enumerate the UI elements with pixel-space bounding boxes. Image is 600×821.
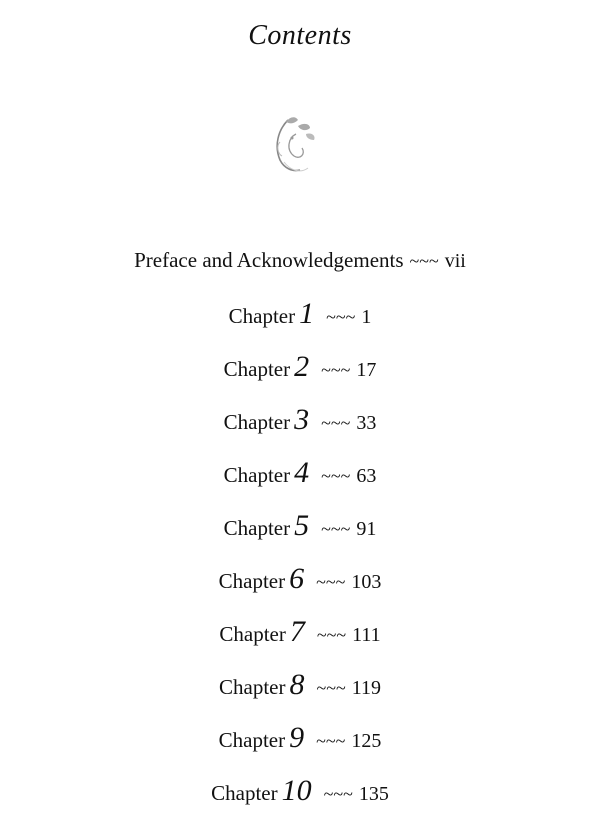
chapter-number: 10 — [281, 774, 312, 807]
toc-entry-preface[interactable] — [0, 248, 600, 273]
toc-separator: ~~~ — [321, 413, 351, 433]
toc-entry-chapter-6[interactable] — [0, 562, 600, 596]
toc-separator: ~~~ — [321, 360, 351, 380]
toc-entry-label: Preface and Acknowledgements — [134, 248, 404, 272]
chapter-label: Chapter — [223, 463, 291, 487]
chapter-label: Chapter — [223, 357, 291, 381]
floral-ornament-icon — [266, 112, 326, 180]
toc-page-number: 103 — [351, 571, 382, 593]
toc-entry-chapter-9[interactable] — [0, 721, 600, 755]
toc-page-number: 17 — [356, 359, 377, 381]
toc-entry-chapter-1[interactable] — [0, 297, 600, 331]
toc-page-number: 33 — [356, 412, 377, 434]
toc-entry-chapter-8[interactable] — [0, 668, 600, 702]
toc-page-number: 91 — [356, 518, 377, 540]
chapter-number: 4 — [294, 456, 310, 489]
chapter-number: 5 — [294, 509, 310, 542]
toc-page-number: 135 — [358, 783, 389, 805]
toc-separator: ~~~ — [316, 625, 347, 645]
toc-entry-chapter-3[interactable] — [0, 403, 600, 437]
toc-separator: ~~~ — [321, 519, 351, 539]
chapter-label: Chapter — [218, 728, 286, 752]
chapter-number: 8 — [289, 668, 305, 701]
chapter-number: 1 — [299, 297, 315, 330]
toc-entry-chapter-10[interactable] — [0, 774, 600, 808]
chapter-label: Chapter — [228, 304, 296, 328]
toc-entry-chapter-4[interactable] — [0, 456, 600, 490]
chapter-label: Chapter — [223, 410, 291, 434]
toc-page-number: 119 — [351, 677, 381, 699]
toc-page-number: 63 — [356, 465, 377, 487]
chapter-number: 7 — [289, 615, 305, 648]
toc-page-number: 111 — [352, 624, 381, 646]
page-title: Contents — [248, 20, 352, 51]
chapter-label: Chapter — [219, 675, 286, 699]
toc-separator: ~~~ — [409, 251, 439, 271]
chapter-label: Chapter — [223, 516, 291, 540]
toc-page-number: 1 — [361, 306, 372, 328]
toc-entry-chapter-2[interactable] — [0, 350, 600, 384]
toc-entry-chapter-7[interactable] — [0, 615, 600, 649]
toc-separator: ~~~ — [326, 307, 356, 327]
toc-separator: ~~~ — [316, 731, 346, 751]
toc-separator: ~~~ — [323, 784, 353, 804]
chapter-label: Chapter — [211, 781, 278, 805]
chapter-label: Chapter — [218, 569, 286, 593]
toc-separator: ~~~ — [316, 572, 346, 592]
toc-entry-chapter-5[interactable] — [0, 509, 600, 543]
toc-page-number: vii — [444, 250, 466, 272]
toc-separator: ~~~ — [316, 678, 346, 698]
chapter-number: 3 — [294, 403, 310, 436]
chapter-number: 6 — [289, 562, 305, 595]
toc-page-number: 125 — [351, 730, 382, 752]
chapter-label: Chapter — [219, 622, 286, 646]
toc-separator: ~~~ — [321, 466, 351, 486]
chapter-number: 2 — [294, 350, 310, 383]
chapter-number: 9 — [289, 721, 305, 754]
